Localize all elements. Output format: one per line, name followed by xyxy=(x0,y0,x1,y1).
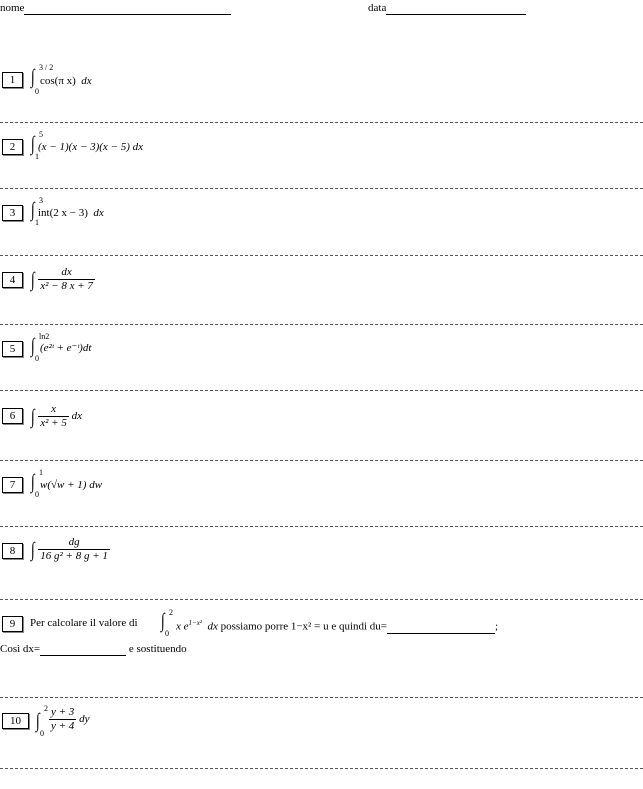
problem-9-line2 xyxy=(0,643,187,656)
integral-sign: ∫ xyxy=(30,405,35,428)
problem-number: 4 xyxy=(2,272,23,288)
problem-number: 5 xyxy=(2,341,23,357)
problem-7-expression xyxy=(30,469,230,499)
problem-5-expression xyxy=(30,333,230,363)
fraction xyxy=(38,403,69,430)
problem-9-text xyxy=(30,609,642,639)
separator xyxy=(0,526,643,527)
integrand: cos(π x) xyxy=(40,75,76,87)
integral-sign: ∫ xyxy=(160,610,165,632)
denominator: x² − 8 x + 7 xyxy=(40,280,93,292)
differential: dx xyxy=(132,141,144,153)
integrand: (x − 1)(x − 3)(x − 5) xyxy=(38,141,130,153)
problem-10-expression xyxy=(35,705,235,739)
problem-6-expression xyxy=(30,403,82,430)
dx-blank[interactable] xyxy=(40,645,126,656)
problem-number: 8 xyxy=(2,543,23,559)
numerator: y + 3 xyxy=(51,706,75,718)
integrand: (e²ᵗ + e⁻ᵗ) xyxy=(40,342,83,354)
lower-limit: 1 xyxy=(35,218,39,227)
lower-limit: 0 xyxy=(35,87,39,96)
du-blank[interactable] xyxy=(387,623,495,634)
separator xyxy=(0,599,643,600)
integral-sign: ∫ xyxy=(30,538,35,561)
separator xyxy=(0,255,643,256)
problem-9-intro: Per calcolare il valore di xyxy=(30,617,138,629)
upper-limit: 2 xyxy=(44,704,48,713)
integral-sign: ∫ xyxy=(30,133,35,155)
lower-limit: 0 xyxy=(165,629,169,638)
problem-number: 2 xyxy=(2,139,23,155)
problem-1-expression xyxy=(30,64,180,94)
name-field xyxy=(0,2,231,15)
upper-limit: 2 xyxy=(169,608,173,617)
date-field xyxy=(368,2,526,15)
numerator: x xyxy=(38,403,69,417)
upper-limit: 3 xyxy=(39,196,43,205)
problem-number: 1 xyxy=(2,72,23,88)
problem-number: 7 xyxy=(2,477,23,493)
lower-limit: 0 xyxy=(40,729,44,738)
differential: dt xyxy=(82,342,92,354)
fraction xyxy=(38,266,95,293)
problem-2-expression xyxy=(30,131,230,161)
integrand: w(√w + 1) xyxy=(40,479,87,491)
problem-3-expression xyxy=(30,197,230,227)
separator xyxy=(0,460,643,461)
integrand: x e xyxy=(176,620,189,633)
problem-8-expression xyxy=(30,536,110,563)
problem-number: 3 xyxy=(2,205,23,221)
line2-end: e sostituendo xyxy=(128,643,187,655)
differential: dx xyxy=(207,620,218,633)
differential: dx xyxy=(71,410,82,423)
line2-start: Così dx= xyxy=(0,643,41,655)
name-blank[interactable] xyxy=(24,3,231,15)
numerator: dg xyxy=(38,536,110,550)
upper-limit: 1 xyxy=(39,468,43,477)
lower-limit: 1 xyxy=(35,152,39,161)
lower-limit: 0 xyxy=(35,354,39,363)
integral-sign: ∫ xyxy=(35,710,40,732)
name-label: nome xyxy=(0,2,25,14)
lower-limit: 0 xyxy=(35,490,39,499)
end-mark: ; xyxy=(495,620,499,633)
denominator: y + 4 xyxy=(51,720,75,732)
exponent: 1−x² xyxy=(188,619,202,627)
date-blank[interactable] xyxy=(386,3,526,15)
separator xyxy=(0,188,643,189)
integral-sign: ∫ xyxy=(30,471,35,493)
differential: dx xyxy=(93,207,104,219)
date-label: data xyxy=(368,2,387,14)
separator xyxy=(0,768,643,769)
denominator: 16 g² + 8 g + 1 xyxy=(40,550,108,562)
differential: dx xyxy=(81,75,92,87)
integral-sign: ∫ xyxy=(30,268,35,291)
separator xyxy=(0,122,643,123)
integrand: int(2 x − 3) xyxy=(38,207,88,219)
denominator: x² + 5 xyxy=(40,417,67,429)
problem-number: 10 xyxy=(2,713,29,729)
differential: dy xyxy=(79,713,90,726)
problem-number: 9 xyxy=(2,616,23,632)
problem-9-substitution: possiamo porre 1−x² = u e quindi du= xyxy=(220,620,388,633)
integral-sign: ∫ xyxy=(30,335,35,357)
problem-4-expression xyxy=(30,266,95,293)
integral-sign: ∫ xyxy=(30,199,35,221)
separator xyxy=(0,324,643,325)
upper-limit: ln2 xyxy=(39,332,50,341)
separator xyxy=(0,390,643,391)
differential: dw xyxy=(89,479,103,491)
fraction xyxy=(38,536,110,563)
upper-limit: 5 xyxy=(39,130,43,139)
integral-sign: ∫ xyxy=(30,66,35,88)
separator xyxy=(0,697,643,698)
upper-limit: 3 / 2 xyxy=(39,63,54,72)
fraction xyxy=(49,706,76,733)
numerator: dx xyxy=(38,266,95,280)
problem-number: 6 xyxy=(2,408,23,424)
